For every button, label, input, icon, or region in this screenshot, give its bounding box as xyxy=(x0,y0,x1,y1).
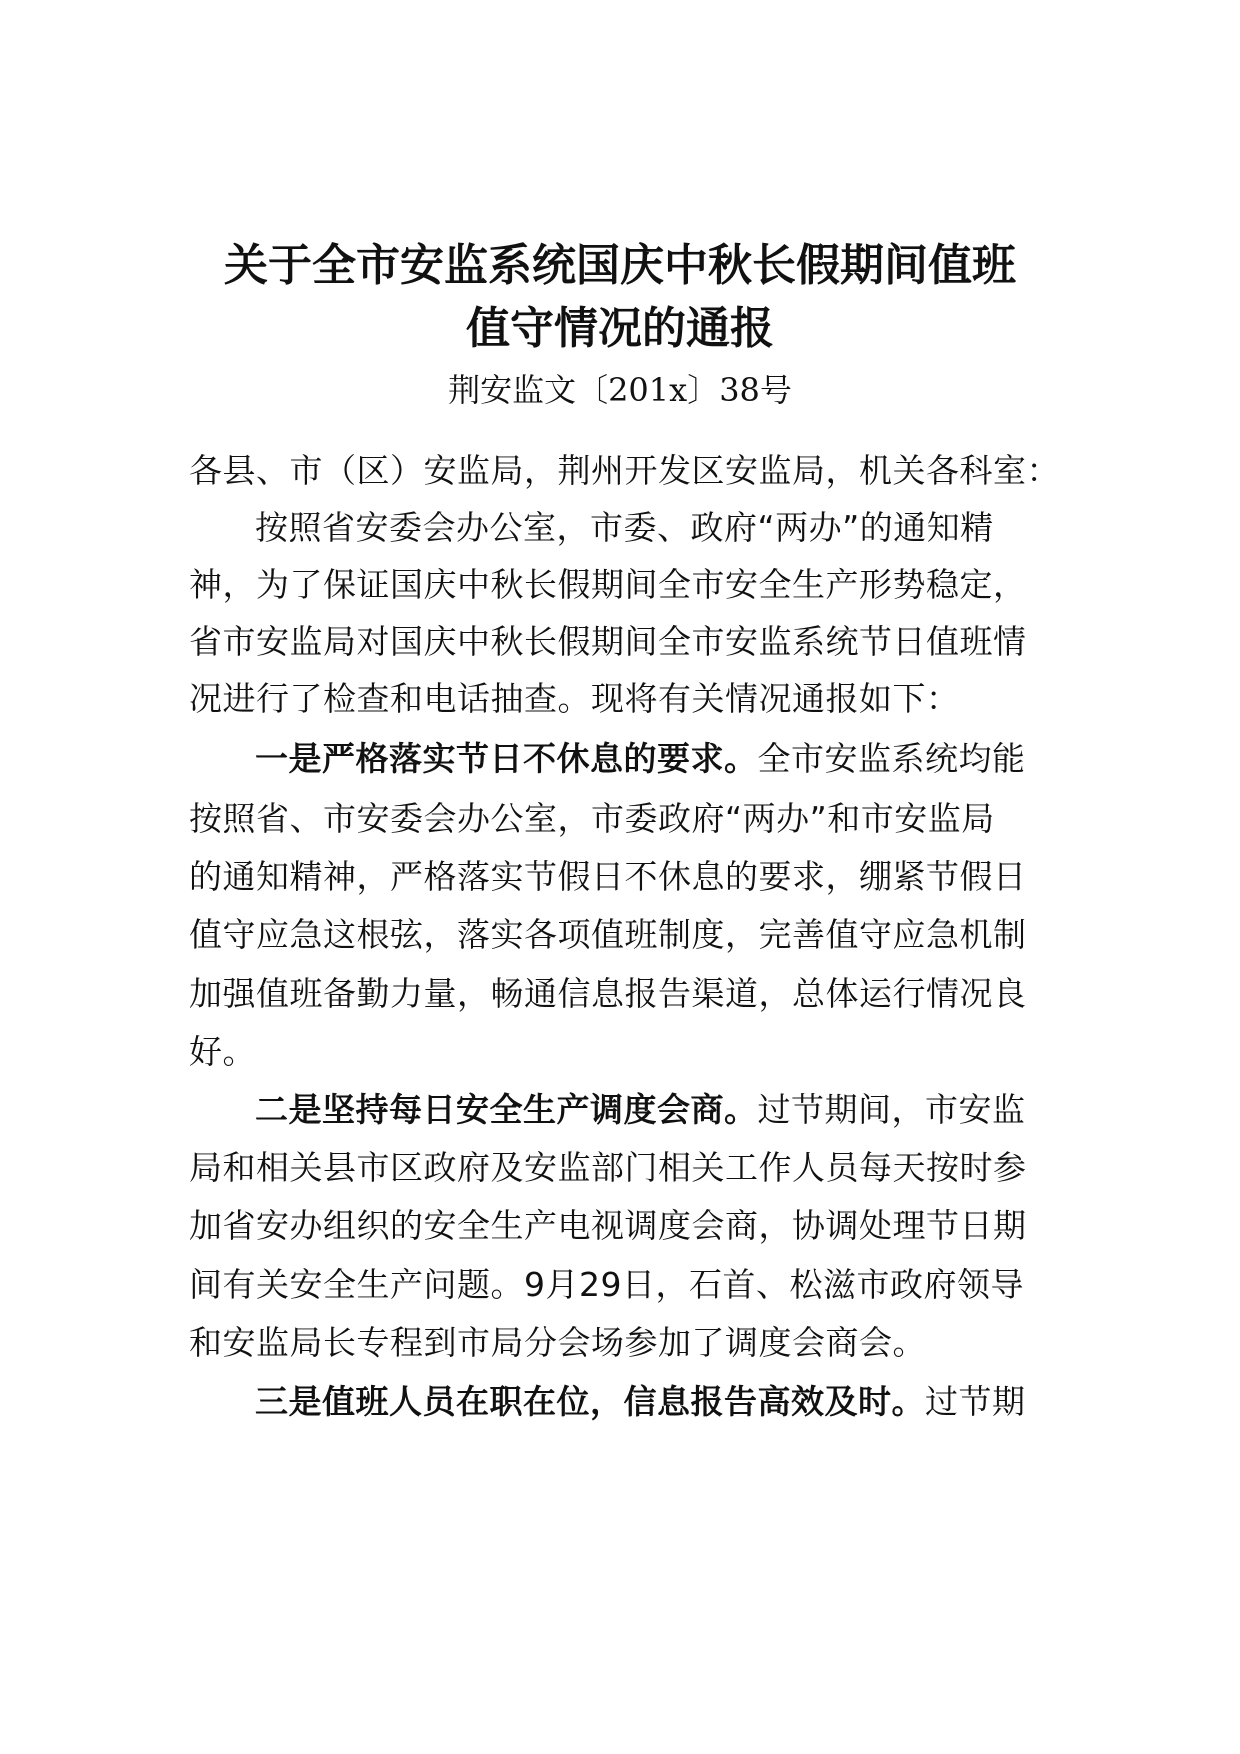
point3-line-1 xyxy=(189,1382,1117,1421)
intro-line-1: 按照省安委会办公室，市委、政府“两办”的通知精 xyxy=(255,508,994,547)
salutation: 各县、市（区）安监局，荆州开发区安监局，机关各科室： xyxy=(189,451,1060,490)
intro-line-3: 省市安监局对国庆中秋长假期间全市安监系统节日值班情 xyxy=(189,622,1027,661)
point1-line-4: 值守应急这根弦，落实各项值班制度，完善值守应急机制 xyxy=(189,915,1027,954)
intro-line-2: 神，为了保证国庆中秋长假期间全市安全生产形势稳定， xyxy=(189,565,1027,604)
point1-line-6: 好。 xyxy=(189,1032,256,1071)
document-title-line2: 值守情况的通报 xyxy=(466,303,774,354)
point1-line-1-text: 全市安监系统均能 xyxy=(757,739,1026,778)
point1-line-5: 加强值班备勤力量，畅通信息报告渠道，总体运行情况良 xyxy=(189,974,1027,1013)
point2-line-1-text: 过节期间，市安监 xyxy=(757,1090,1026,1129)
point3-heading: 三是值班人员在职在位，信息报告高效及时。 xyxy=(255,1382,925,1421)
intro-line-4: 况进行了检查和电话抽查。现将有关情况通报如下： xyxy=(189,679,960,718)
point2-heading: 二是坚持每日安全生产调度会商。 xyxy=(255,1090,758,1129)
point3-line-1-text: 过节期 xyxy=(925,1382,1026,1421)
document-title-line1: 关于全市安监系统国庆中秋长假期间值班 xyxy=(224,240,1016,291)
point2-line-3: 加省安办组织的安全生产电视调度会商，协调处理节日期 xyxy=(189,1206,1027,1245)
point2-line-5: 和安监局长专程到市局分会场参加了调度会商会。 xyxy=(189,1323,926,1362)
point2-line-4: 间有关安全生产问题。9月29日，石首、松滋市政府领导 xyxy=(189,1265,1024,1304)
document-number: 荆安监文〔201x〕38号 xyxy=(448,371,792,409)
point2-line-2: 局和相关县市区政府及安监部门相关工作人员每天按时参 xyxy=(189,1148,1027,1187)
point1-line-1 xyxy=(189,739,1117,778)
point1-heading: 一是严格落实节日不休息的要求。 xyxy=(255,739,758,778)
point1-line-3: 的通知精神，严格落实节假日不休息的要求，绷紧节假日 xyxy=(189,857,1027,896)
point1-line-2: 按照省、市安委会办公室，市委政府“两办”和市安监局 xyxy=(189,799,995,838)
point2-line-1 xyxy=(189,1090,1117,1129)
